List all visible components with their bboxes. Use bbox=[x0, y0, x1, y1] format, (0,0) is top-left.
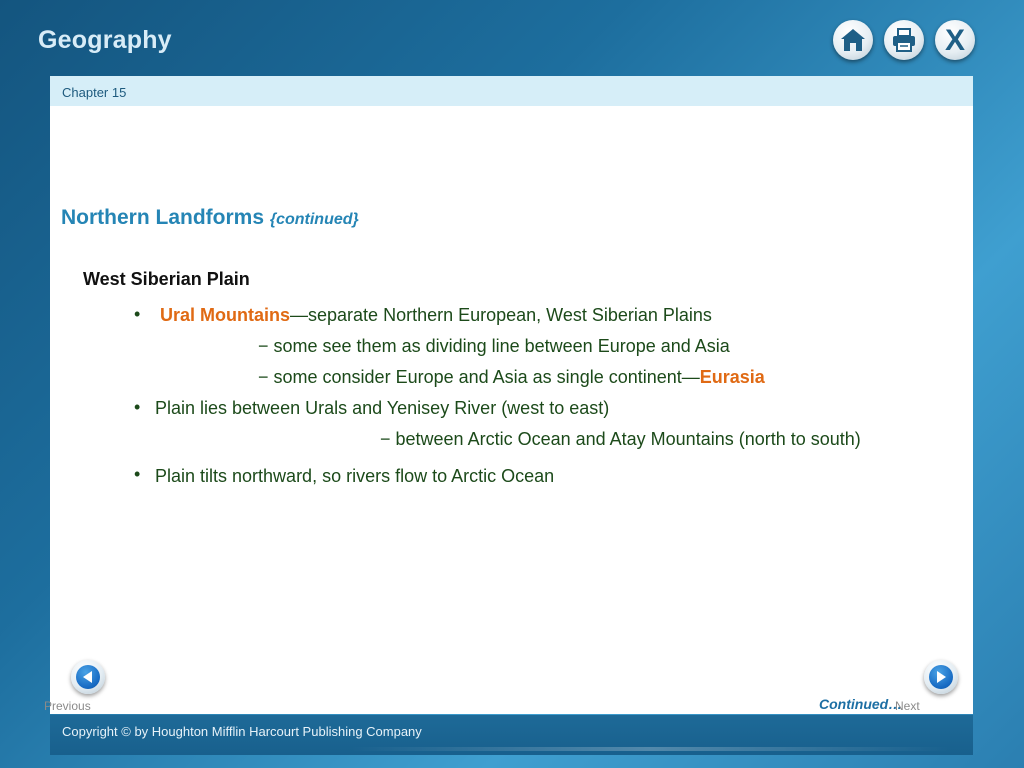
footer-decoration bbox=[350, 747, 950, 751]
slide-title-suffix: {continued} bbox=[269, 211, 359, 228]
footer bbox=[50, 715, 973, 755]
sub-bullet-item bbox=[258, 367, 765, 388]
continued-label: Continued… bbox=[819, 696, 903, 712]
close-icon: X bbox=[944, 23, 965, 57]
home-icon bbox=[840, 28, 866, 52]
bullet-marker: • bbox=[134, 464, 141, 484]
print-icon bbox=[891, 28, 917, 52]
arrow-right-icon bbox=[934, 670, 948, 684]
sub-bullet-highlight: Eurasia bbox=[699, 367, 765, 387]
next-button[interactable] bbox=[924, 660, 958, 694]
slide-title-text: Northern Landforms bbox=[61, 206, 265, 229]
sub-bullet-text: − some consider Europe and Asia as single continent— bbox=[258, 367, 700, 387]
bullet-highlight: Ural Mountains bbox=[160, 305, 291, 325]
slide-title bbox=[61, 206, 359, 230]
sub-bullet-item: − some see them as dividing line between Europe and Asia bbox=[258, 336, 730, 356]
next-label[interactable]: Next bbox=[895, 699, 920, 713]
previous-label[interactable]: Previous bbox=[44, 699, 91, 713]
slide-panel bbox=[50, 76, 973, 714]
bullet-item bbox=[160, 305, 712, 326]
bullet-text: —separate Northern European, West Siberian Plains bbox=[290, 305, 712, 325]
bullet-item: Plain tilts northward, so rivers flow to Arctic Ocean bbox=[155, 466, 555, 486]
app-title: Geography bbox=[38, 26, 172, 54]
subheading: West Siberian Plain bbox=[83, 269, 250, 289]
bullet-marker: • bbox=[134, 397, 141, 417]
previous-button[interactable] bbox=[71, 660, 105, 694]
bullet-marker: • bbox=[134, 304, 141, 324]
close-button[interactable] bbox=[935, 20, 975, 60]
sub-bullet-item: − between Arctic Ocean and Atay Mountains (north to south) bbox=[380, 429, 861, 449]
chapter-label: Chapter 15 bbox=[62, 85, 127, 100]
bullet-item: Plain lies between Urals and Yenisey River (west to east) bbox=[155, 398, 610, 418]
copyright: Copyright © by Houghton Mifflin Harcourt Publishing Company bbox=[62, 724, 422, 739]
arrow-left-icon bbox=[81, 670, 95, 684]
home-button[interactable] bbox=[833, 20, 873, 60]
chapter-bar bbox=[50, 76, 973, 106]
print-button[interactable] bbox=[884, 20, 924, 60]
